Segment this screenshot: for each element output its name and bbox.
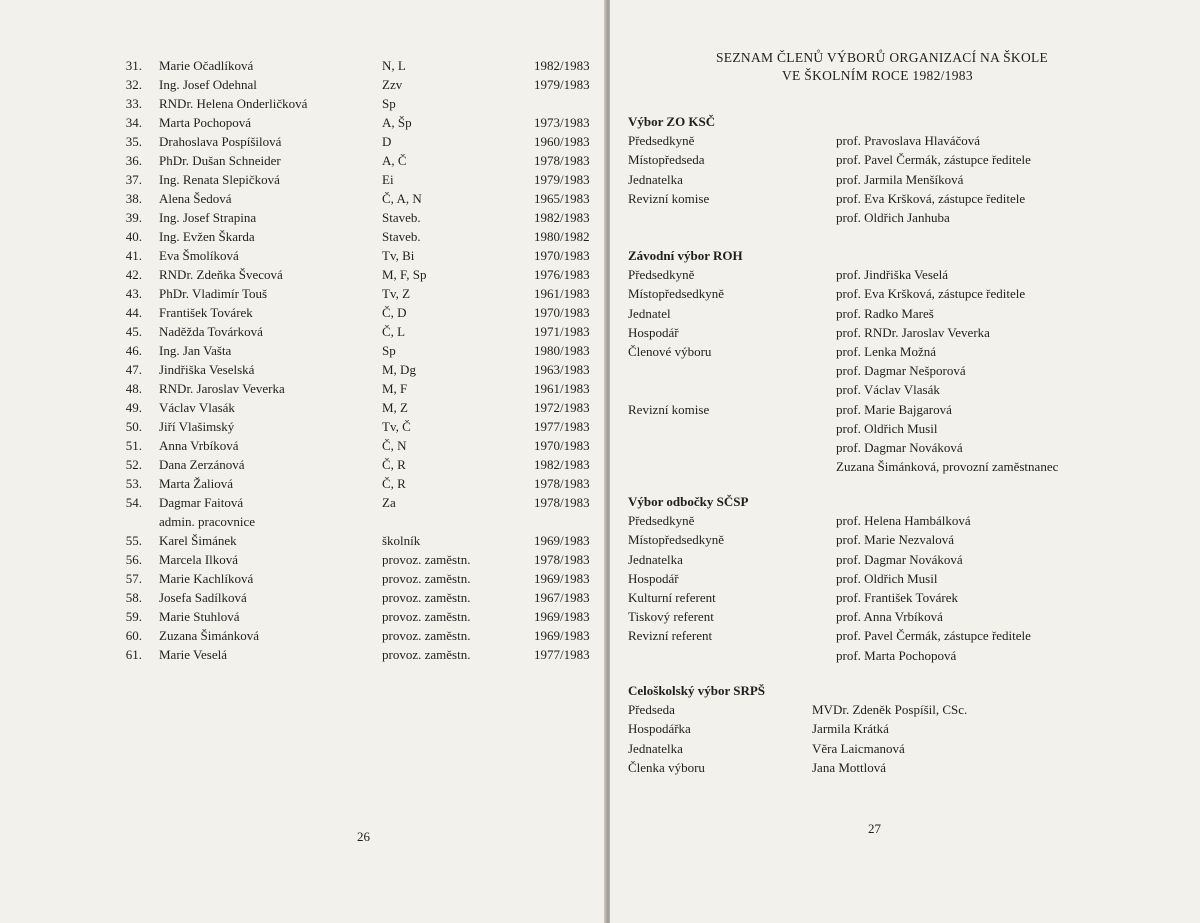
person-name: RNDr. Helena Onderličková xyxy=(159,96,308,111)
person-name: Eva Šmolíková xyxy=(159,248,239,263)
person-name: František Továrek xyxy=(159,305,253,320)
committee-member: prof. Eva Kršková, zástupce ředitele xyxy=(836,286,1026,301)
committee-member: prof. Václav Vlasák xyxy=(836,382,940,397)
service-years: 1961/1983 xyxy=(534,286,590,301)
subjects: provoz. zaměstn. xyxy=(382,552,471,567)
service-years: 1976/1983 xyxy=(534,267,590,282)
committee-member: prof. Anna Vrbíková xyxy=(836,609,943,624)
service-years: 1961/1983 xyxy=(534,381,590,396)
row-number: 32. xyxy=(125,77,142,92)
row-number: 39. xyxy=(125,210,142,225)
committee-role: Předsedkyně xyxy=(628,267,695,282)
committee-role: Jednatelka xyxy=(628,172,683,187)
service-years: 1978/1983 xyxy=(534,476,590,491)
row-number: 60. xyxy=(125,628,142,643)
person-name: Marie Veselá xyxy=(159,647,227,662)
row-number: 33. xyxy=(125,96,142,111)
service-years: 1970/1983 xyxy=(534,305,590,320)
person-name: Ing. Josef Odehnal xyxy=(159,77,257,92)
row-number: 34. xyxy=(125,115,142,130)
committee-role: Jednatelka xyxy=(628,552,683,567)
subjects: Staveb. xyxy=(382,210,421,225)
page-title-line1: SEZNAM ČLENŮ VÝBORŮ ORGANIZACÍ NA ŠKOLE xyxy=(716,50,1049,65)
subjects: M, F xyxy=(382,381,408,396)
committee-member: MVDr. Zdeněk Pospíšil, CSc. xyxy=(812,702,968,717)
person-name: admin. pracovnice xyxy=(159,514,256,529)
subjects: Č, L xyxy=(382,324,406,339)
committee-role: Hospodář xyxy=(628,325,679,340)
person-name: Josefa Sadílková xyxy=(159,590,247,605)
subjects: Ei xyxy=(382,172,394,187)
committee-role: Revizní komise xyxy=(628,402,710,417)
person-name: Marie Stuhlová xyxy=(159,609,240,624)
committee-member: prof. Oldřich Musil xyxy=(836,571,938,586)
subjects: Č, N xyxy=(382,438,407,453)
subjects: Č, D xyxy=(382,305,407,320)
row-number: 53. xyxy=(125,476,142,491)
person-name: Marie Kachlíková xyxy=(159,571,254,586)
committee-role: Předsedkyně xyxy=(628,133,695,148)
committee-role: Jednatelka xyxy=(628,741,683,756)
subjects: Č, R xyxy=(382,457,406,472)
subjects: provoz. zaměstn. xyxy=(382,571,471,586)
subjects: N, L xyxy=(382,58,406,73)
service-years: 1982/1983 xyxy=(534,457,590,472)
service-years: 1960/1983 xyxy=(534,134,590,149)
row-number: 52. xyxy=(125,457,142,472)
committee-member: Jana Mottlová xyxy=(812,760,887,775)
subjects: provoz. zaměstn. xyxy=(382,609,471,624)
committee-member: prof. Marie Bajgarová xyxy=(836,402,952,417)
subjects: Tv, Z xyxy=(382,286,411,301)
committee-member: Jarmila Krátká xyxy=(812,721,889,736)
person-name: PhDr. Vladimír Touš xyxy=(159,286,268,301)
committee-role: Členka výboru xyxy=(628,760,705,775)
person-name: Václav Vlasák xyxy=(159,400,235,415)
subjects: A, Č xyxy=(382,153,407,168)
service-years: 1973/1983 xyxy=(534,115,590,130)
committee-role: Místopředseda xyxy=(628,152,705,167)
person-name: RNDr. Zdeňka Švecová xyxy=(159,267,283,282)
person-name: Ing. Josef Strapina xyxy=(159,210,257,225)
person-name: Ing. Evžen Škarda xyxy=(159,229,255,244)
row-number: 51. xyxy=(125,438,142,453)
service-years: 1971/1983 xyxy=(534,324,590,339)
page-number: 27 xyxy=(868,821,881,836)
subjects: Č, R xyxy=(382,476,406,491)
row-number: 45. xyxy=(125,324,142,339)
service-years: 1982/1983 xyxy=(534,58,590,73)
person-name: Marta Pochopová xyxy=(159,115,252,130)
person-name: Karel Šimánek xyxy=(159,533,237,548)
person-name: Anna Vrbíková xyxy=(159,438,239,453)
service-years: 1979/1983 xyxy=(534,172,590,187)
person-name: Ing. Renata Slepičková xyxy=(159,172,280,187)
committee-member: prof. Oldřich Janhuba xyxy=(836,210,950,225)
committee-member: prof. Pavel Čermák, zástupce ředitele xyxy=(836,152,1031,167)
section-heading: Výbor ZO KSČ xyxy=(628,114,716,129)
person-name: PhDr. Dušan Schneider xyxy=(159,153,281,168)
row-number: 37. xyxy=(125,172,142,187)
row-number: 55. xyxy=(125,533,142,548)
service-years: 1982/1983 xyxy=(534,210,590,225)
subjects: D xyxy=(382,134,392,149)
subjects: M, F, Sp xyxy=(382,267,427,282)
subjects: provoz. zaměstn. xyxy=(382,628,471,643)
page-number: 26 xyxy=(357,829,370,844)
committee-member: prof. Pravoslava Hlaváčová xyxy=(836,133,981,148)
person-name: Naděžda Továrková xyxy=(159,324,263,339)
committee-member: Věra Laicmanová xyxy=(812,741,905,756)
committee-member: prof. František Továrek xyxy=(836,590,958,605)
subjects: M, Z xyxy=(382,400,408,415)
committee-role: Jednatel xyxy=(628,306,671,321)
row-number: 48. xyxy=(125,381,142,396)
right-page xyxy=(610,0,1200,923)
person-name: Dagmar Faitová xyxy=(159,495,244,510)
committee-member: prof. Radko Mareš xyxy=(836,306,934,321)
row-number: 54. xyxy=(125,495,142,510)
subjects: Za xyxy=(382,495,396,510)
row-number: 43. xyxy=(125,286,142,301)
section-heading: Závodní výbor ROH xyxy=(628,248,743,263)
committee-member: prof. Dagmar Nováková xyxy=(836,440,963,455)
subjects: M, Dg xyxy=(382,362,416,377)
row-number: 58. xyxy=(125,590,142,605)
committee-member: prof. Dagmar Nováková xyxy=(836,552,963,567)
committee-role: Členové výboru xyxy=(628,344,712,359)
subjects: A, Šp xyxy=(382,115,412,130)
row-number: 47. xyxy=(125,362,142,377)
committee-member: prof. Lenka Možná xyxy=(836,344,936,359)
row-number: 44. xyxy=(125,305,142,320)
committee-role: Revizní komise xyxy=(628,191,710,206)
service-years: 1980/1982 xyxy=(534,229,590,244)
committee-member: prof. Pavel Čermák, zástupce ředitele xyxy=(836,628,1031,643)
row-number: 50. xyxy=(125,419,142,434)
service-years: 1969/1983 xyxy=(534,609,590,624)
subjects: provoz. zaměstn. xyxy=(382,647,471,662)
subjects: Č, A, N xyxy=(382,191,422,206)
row-number: 40. xyxy=(125,229,142,244)
person-name: Jiří Vlašimský xyxy=(159,419,235,434)
page-title-line2: VE ŠKOLNÍM ROCE 1982/1983 xyxy=(782,68,973,83)
committee-member: Zuzana Šimánková, provozní zaměstnanec xyxy=(836,459,1059,474)
section-heading: Výbor odbočky SČSP xyxy=(628,494,749,509)
service-years: 1978/1983 xyxy=(534,153,590,168)
service-years: 1969/1983 xyxy=(534,533,590,548)
person-name: Marta Žaliová xyxy=(159,476,233,491)
subjects: Staveb. xyxy=(382,229,421,244)
committee-role: Revizní referent xyxy=(628,628,713,643)
row-number: 31. xyxy=(125,58,142,73)
committee-member: prof. Dagmar Nešporová xyxy=(836,363,966,378)
person-name: Jindřiška Veselská xyxy=(159,362,255,377)
row-number: 46. xyxy=(125,343,142,358)
person-name: RNDr. Jaroslav Veverka xyxy=(159,381,285,396)
row-number: 49. xyxy=(125,400,142,415)
committee-role: Místopředsedkyně xyxy=(628,286,725,301)
subjects: Tv, Č xyxy=(382,419,411,434)
service-years: 1979/1983 xyxy=(534,77,590,92)
committee-role: Kulturní referent xyxy=(628,590,716,605)
row-number: 35. xyxy=(125,134,142,149)
service-years: 1965/1983 xyxy=(534,191,590,206)
row-number: 38. xyxy=(125,191,142,206)
committee-member: prof. Eva Kršková, zástupce ředitele xyxy=(836,191,1026,206)
row-number: 36. xyxy=(125,153,142,168)
service-years: 1977/1983 xyxy=(534,647,590,662)
person-name: Marcela Ilková xyxy=(159,552,239,567)
committee-member: prof. Marie Nezvalová xyxy=(836,532,955,547)
service-years: 1967/1983 xyxy=(534,590,590,605)
service-years: 1972/1983 xyxy=(534,400,590,415)
person-name: Dana Zerzánová xyxy=(159,457,245,472)
service-years: 1969/1983 xyxy=(534,571,590,586)
committee-member: prof. Oldřich Musil xyxy=(836,421,938,436)
person-name: Drahoslava Pospíšilová xyxy=(159,134,282,149)
subjects: Tv, Bi xyxy=(382,248,415,263)
committee-role: Tiskový referent xyxy=(628,609,714,624)
row-number: 57. xyxy=(125,571,142,586)
row-number: 59. xyxy=(125,609,142,624)
person-name: Zuzana Šimánková xyxy=(159,628,259,643)
service-years: 1970/1983 xyxy=(534,248,590,263)
section-heading: Celoškolský výbor SRPŠ xyxy=(628,683,766,698)
service-years: 1969/1983 xyxy=(534,628,590,643)
person-name: Ing. Jan Vašta xyxy=(159,343,232,358)
service-years: 1963/1983 xyxy=(534,362,590,377)
service-years: 1978/1983 xyxy=(534,495,590,510)
committee-member: prof. Jindřiška Veselá xyxy=(836,267,949,282)
committee-role: Předsedkyně xyxy=(628,513,695,528)
row-number: 56. xyxy=(125,552,142,567)
service-years: 1980/1983 xyxy=(534,343,590,358)
committee-role: Hospodářka xyxy=(628,721,691,736)
service-years: 1978/1983 xyxy=(534,552,590,567)
committee-role: Hospodář xyxy=(628,571,679,586)
committee-role: Místopředsedkyně xyxy=(628,532,725,547)
committee-member: prof. Jarmila Menšíková xyxy=(836,172,964,187)
row-number: 61. xyxy=(125,647,142,662)
subjects: Zzv xyxy=(382,77,403,92)
committee-member: prof. Helena Hambálková xyxy=(836,513,971,528)
row-number: 41. xyxy=(125,248,142,263)
committee-role: Předseda xyxy=(628,702,675,717)
row-number: 42. xyxy=(125,267,142,282)
person-name: Marie Očadlíková xyxy=(159,58,254,73)
person-name: Alena Šedová xyxy=(159,191,232,206)
subjects: Sp xyxy=(382,96,396,111)
committee-member: prof. Marta Pochopová xyxy=(836,648,957,663)
service-years: 1977/1983 xyxy=(534,419,590,434)
committee-member: prof. RNDr. Jaroslav Veverka xyxy=(836,325,990,340)
subjects: Sp xyxy=(382,343,396,358)
subjects: školník xyxy=(382,533,421,548)
service-years: 1970/1983 xyxy=(534,438,590,453)
subjects: provoz. zaměstn. xyxy=(382,590,471,605)
